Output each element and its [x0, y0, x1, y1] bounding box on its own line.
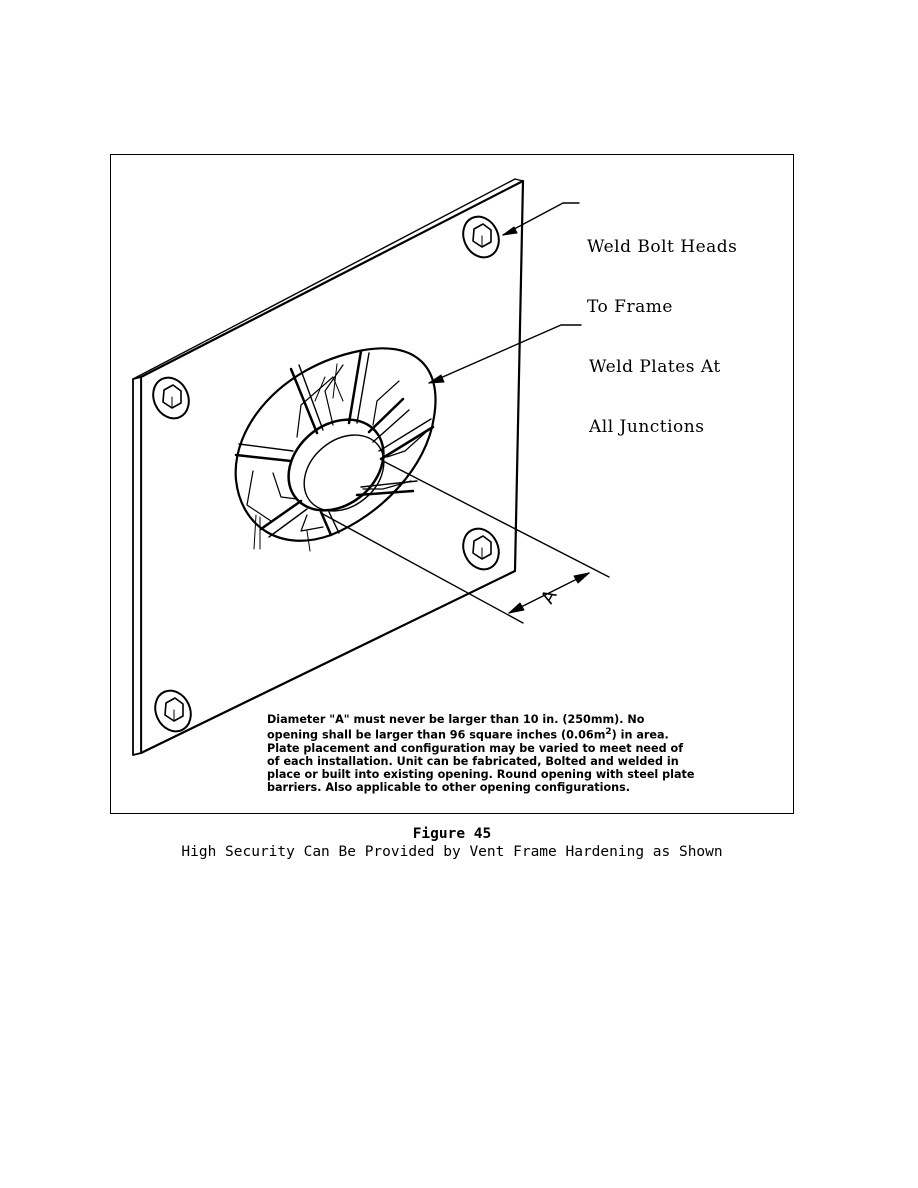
note-line-3: Plate placement and configuration may be varied to meet need of	[267, 741, 684, 755]
note-line-4: of each installation. Unit can be fabricated, Bolted and welded in	[267, 754, 679, 768]
note-line-1: Diameter "A" must never be larger than 10 in. (250mm). No	[267, 713, 645, 726]
note-line-2-tail: ) in area.	[611, 728, 669, 742]
callout-bolt-line-1: Weld Bolt Heads	[587, 237, 738, 257]
note-superscript: 2	[605, 727, 612, 737]
figure-label: Figure 45	[412, 826, 492, 842]
note-line-2-head: opening shall be larger than 96 square inches (0.06m	[267, 728, 606, 742]
figure-frame	[110, 154, 794, 814]
callout-bolt-line-2: To Frame	[587, 297, 673, 317]
dimension-label: A	[537, 586, 562, 608]
steel-plate	[141, 181, 523, 753]
callout-plates-line-1: Weld Plates At	[589, 357, 721, 377]
note-line-2	[267, 726, 787, 742]
callout-weld-plates	[589, 317, 721, 477]
figure-caption	[110, 825, 794, 861]
diagram-note	[267, 713, 787, 794]
callout-plates-line-2: All Junctions	[589, 417, 705, 437]
figure-title: High Security Can Be Provided by Vent Frame Hardening as Shown	[181, 844, 723, 860]
plate-edge	[133, 377, 141, 755]
note-line-6: barriers. Also applicable to other opening configurations.	[267, 780, 631, 794]
note-line-5: place or built into existing opening. Round opening with steel plate	[267, 767, 695, 781]
